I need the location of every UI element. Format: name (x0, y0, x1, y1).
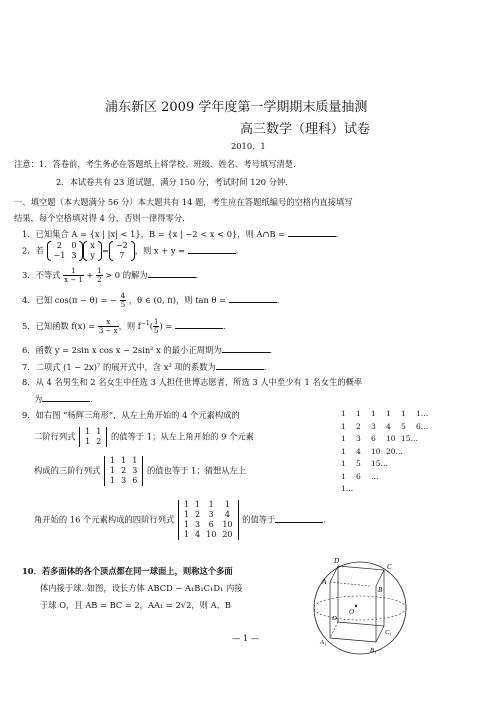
question-2: 2．若 2 0 −1 3 x y = −2 7 ，则 x + y = . (22, 241, 239, 260)
det-cell: 3 (208, 510, 214, 519)
box-edge (330, 638, 376, 642)
fraction (63, 267, 84, 284)
answer-blank[interactable] (275, 514, 323, 523)
paren-open: ( (149, 321, 153, 331)
question-number: 7． (22, 362, 36, 372)
triangle-cell: 1… (416, 409, 429, 418)
question-text: 的值等于 1；从左上角开始的 9 个元素 (110, 431, 254, 442)
det-cell: 1 (224, 500, 230, 509)
triangle-cell: 2 (356, 421, 361, 431)
question-suffix: ) = (159, 321, 175, 331)
question-number: 1． (22, 229, 36, 239)
answer-blank[interactable] (188, 245, 236, 254)
det-cell: 20 (222, 530, 233, 539)
answer-blank[interactable] (42, 393, 90, 402)
sphere-equator (314, 596, 406, 620)
question-number: 10． (22, 566, 42, 576)
question-prefix: 已知 cos(π − θ) = − (35, 295, 118, 305)
question-suffix: > 0 的解为 (105, 270, 148, 280)
question-text: 如右图 “杨辉三角形”，从左上角开始的 4 个元素构成的 (35, 410, 240, 420)
triangle-row (341, 471, 431, 484)
triangle-row (341, 433, 431, 446)
question-text: 若多面体的各个顶点都在同一球面上，则称这个多面 (41, 566, 233, 576)
question-9-line3 (34, 456, 246, 486)
triangle-cell: 4 (356, 446, 361, 456)
question-suffix: ，则 x + y = (134, 245, 188, 256)
denominator: x − 1 (64, 276, 83, 284)
vertex-label: C (387, 563, 392, 571)
vertex-label: C₁ (385, 629, 392, 636)
det-cell: 1 (183, 530, 190, 539)
vertex-label: B (378, 586, 383, 594)
matrix-cell: x (90, 241, 95, 250)
question-number: 2． (22, 245, 36, 256)
question-number: 5． (22, 321, 36, 331)
triangle-cell: 15… (371, 459, 389, 468)
question-number: 8． (22, 377, 36, 387)
question-10-line2 (40, 583, 243, 594)
question-text: 的值等于 (242, 514, 276, 525)
triangle-cell: 1 (341, 471, 346, 481)
page-number: — 1 — (232, 633, 260, 643)
box-edge (330, 582, 370, 586)
sphere-outline (314, 562, 406, 654)
numerator: 1 (97, 267, 102, 275)
denominator: 5 (120, 301, 126, 309)
question-text: 函数 y = 2sin x cos x − 2sin² x 的最小正周期为 (35, 345, 222, 355)
answer-blank[interactable] (148, 269, 196, 278)
inverse-function: ，则 f (118, 321, 141, 331)
question-text: 从 4 名男生和 2 名女生中任选 3 人担任世博志愿者，所选 3 人中至少有 1 名女生的概率 (35, 377, 363, 387)
det-cell: 2 (96, 437, 102, 446)
answer-blank[interactable] (222, 344, 270, 353)
det-cell: 1 (195, 500, 201, 509)
denominator: 2 (97, 276, 102, 284)
question-text: 为 (34, 394, 43, 404)
question-number: 6． (22, 345, 36, 355)
det-cell: 1 (132, 456, 138, 465)
triangle-cell: 1… (341, 484, 354, 493)
question-number: 3． (22, 270, 36, 280)
triangle-cell: 10 (371, 446, 381, 456)
triangle-cell: 3 (356, 434, 361, 443)
triangle-cell: 1 (386, 409, 391, 418)
triangle-cell: 1 (341, 446, 346, 456)
matrix-cell: −2 (115, 241, 128, 250)
triangle-cell: 4 (386, 421, 391, 431)
triangle-row (341, 483, 431, 496)
superscript: −1 (140, 320, 150, 328)
triangle-cell: 3 (371, 421, 376, 431)
determinant-3x3 (103, 456, 144, 486)
box-edge (376, 570, 384, 586)
answer-blank[interactable] (229, 294, 277, 303)
triangle-cell: 1 (401, 409, 406, 418)
question-prefix: 若 (35, 245, 44, 256)
question-number: 9． (22, 410, 36, 420)
question-text: 的值也等于 1；猜想从左上 (146, 465, 247, 476)
vertex-label: D₁ (332, 615, 339, 622)
det-cell: 3 (195, 520, 201, 529)
triangle-cell: … (371, 471, 379, 481)
matrix-cell: 2 (56, 241, 62, 250)
question-10 (22, 566, 233, 577)
det-cell: 10 (206, 530, 217, 539)
question-text: 构成的三阶行列式 (34, 465, 101, 476)
denominator: 5 (154, 327, 159, 335)
determinant-2x2 (78, 427, 108, 447)
det-cell: 2 (121, 466, 127, 475)
triangle-cell: 1 (371, 409, 376, 418)
box-edge (376, 626, 384, 642)
triangle-row (341, 421, 431, 434)
det-cell: 3 (121, 476, 127, 485)
answer-blank[interactable] (175, 320, 223, 329)
yanghui-triangle (341, 408, 431, 496)
triangle-cell: 15… (401, 434, 419, 443)
det-cell: 6 (208, 520, 214, 529)
question-text: 于球 O，且 AB = BC = 2，AA₁ = 2√2，则 A、B (40, 600, 231, 610)
question-9-line2 (34, 427, 254, 447)
triangle-cell: 5 (401, 421, 406, 431)
numerator: 1 (154, 318, 159, 326)
triangle-cell: 1 (341, 421, 346, 431)
sphere-center (355, 605, 357, 607)
det-cell: 2 (195, 510, 201, 519)
matrix-result (109, 241, 135, 261)
question-3: 3．不等式 $\frac{1}{x - 1}$ + $\frac{1}{2}$ > 0 的解为 . (22, 267, 199, 284)
triangle-cell: 1 (341, 434, 346, 443)
question-10-line3 (40, 600, 231, 611)
det-cell: 6 (132, 476, 138, 485)
triangle-cell: 20… (386, 446, 404, 456)
sphere-box-diagram (308, 552, 412, 662)
vertex-label: D (334, 557, 340, 565)
det-cell: 1 (96, 427, 102, 436)
det-cell: 3 (132, 466, 138, 475)
triangle-row (341, 458, 431, 471)
fraction (120, 292, 126, 309)
question-7: 7．二项式 (1 − 2x)⁷ 的展开式中，含 x³ 项的系数为 . (22, 362, 267, 372)
matrix-cell: 7 (119, 251, 125, 260)
question-8-cont: 为 . (34, 394, 93, 404)
exam-subtitle: 高三数学（理科）试卷 (240, 122, 371, 137)
question-prefix: 不等式 (35, 270, 61, 280)
question-text: 角开始的 16 个元素构成的四阶行列式 (34, 514, 175, 525)
note-1: 注意：1．答卷前，考生务必在答题纸上将学校、班级、姓名、考号填写清楚. (14, 159, 296, 169)
matrix-cell: y (90, 251, 95, 260)
det-cell: 1 (208, 500, 214, 509)
det-cell: 1 (85, 427, 91, 436)
question-9-line4: 角开始的 16 个元素构成的四阶行列式 1 1 1 1 1 2 3 4 1 3 6 10 1 4 10 20 的值等于 . (34, 500, 326, 539)
section-intro-line1: 一、填空题（本大题满分 56 分）本大题共有 14 题，考生应在答题纸编号的空格内直接填写 (14, 197, 353, 207)
exam-date: 2010．1 (231, 141, 266, 151)
question-text: 已知集合 A = {x | |x| < 1}，B = {x | −2 < x < 0}，则 A∩B = (35, 229, 288, 239)
triangle-cell: 6 (371, 434, 376, 443)
question-prefix: 已知函数 f(x) = (35, 321, 96, 331)
det-cell: 1 (183, 510, 190, 519)
question-4: 4．已知 cos(π − θ) = − $\frac{4}{5}$ ，θ ∈ (0, π)，则 tan θ = . (22, 292, 280, 309)
question-text: 二阶行列式 (34, 431, 76, 442)
triangle-cell: 6 (356, 471, 361, 481)
section-intro-line2: 结果，每个空格填对得 4 分，否则一律得零分. (14, 213, 185, 223)
fraction (98, 318, 119, 335)
triangle-cell: 1 (341, 409, 346, 418)
determinant-4x4 (177, 500, 240, 540)
triangle-row (341, 446, 431, 459)
det-cell: 1 (110, 476, 116, 485)
question-text: 二项式 (1 − 2x)⁷ 的展开式中，含 x³ 项的系数为 (35, 362, 216, 372)
matrix-variables (83, 241, 102, 261)
numerator: 1 (63, 267, 84, 276)
det-cell: 4 (224, 510, 230, 519)
question-1: 1．已知集合 A = {x | |x| < 1}，B = {x | −2 < x < 0}，则 A∩B = . (22, 229, 339, 239)
denominator: 3 − x (98, 327, 118, 335)
question-6: 6．函数 y = 2sin x cos x − 2sin² x 的最小正周期为 . (22, 345, 273, 355)
answer-blank[interactable] (216, 361, 264, 370)
vertex-label: A (322, 578, 327, 586)
matrix-cell: −1 (53, 251, 66, 260)
question-8 (22, 377, 362, 388)
det-cell: 1 (183, 520, 190, 529)
question-5: 5．已知函数 f(x) = $\frac{x}{3 - x}$ ，则 $f^{-1}$( $\frac{1}{5}$ ) = . (22, 318, 226, 335)
box-edge (330, 622, 338, 638)
det-cell: 10 (222, 520, 233, 529)
triangle-row (341, 408, 431, 421)
triangle-cell: 1 (341, 459, 346, 468)
matrix-coefficients (47, 241, 84, 261)
exam-title: 浦东新区 2009 学年度第一学期期末质量抽测 (105, 100, 368, 115)
fraction (96, 267, 102, 284)
question-text: 体内接于球. 如图，设长方体 ABCD − A₁B₁C₁D₁ 内接 (40, 583, 243, 593)
det-cell: 1 (110, 466, 116, 475)
triangle-cell: 1 (356, 409, 361, 418)
note-2: 2．本试卷共有 23 道试题，满分 150 分，考试时间 120 分钟. (56, 177, 288, 187)
det-cell: 1 (110, 456, 116, 465)
matrix-cell: 3 (71, 251, 77, 260)
numerator: x (98, 318, 119, 327)
triangle-cell: 10 (386, 434, 396, 443)
question-suffix: ，θ ∈ (0, π)，则 tan θ = (128, 295, 229, 305)
vertex-label: B₁ (370, 647, 377, 654)
vertex-label: A₁ (320, 639, 327, 646)
numerator: 4 (120, 292, 126, 300)
box-edge (330, 566, 338, 582)
question-number: 4． (22, 295, 36, 305)
answer-blank[interactable] (288, 228, 336, 237)
vertex-label: O (349, 608, 355, 616)
det-cell: 1 (85, 437, 91, 446)
matrix-cell: 0 (71, 241, 77, 250)
question-9 (22, 410, 240, 421)
det-cell: 1 (121, 456, 127, 465)
triangle-cell: 5 (356, 459, 361, 468)
plus-sign: + (86, 270, 94, 280)
triangle-cell: 6… (416, 421, 429, 431)
det-cell: 4 (195, 530, 201, 539)
det-cell: 1 (183, 500, 190, 509)
